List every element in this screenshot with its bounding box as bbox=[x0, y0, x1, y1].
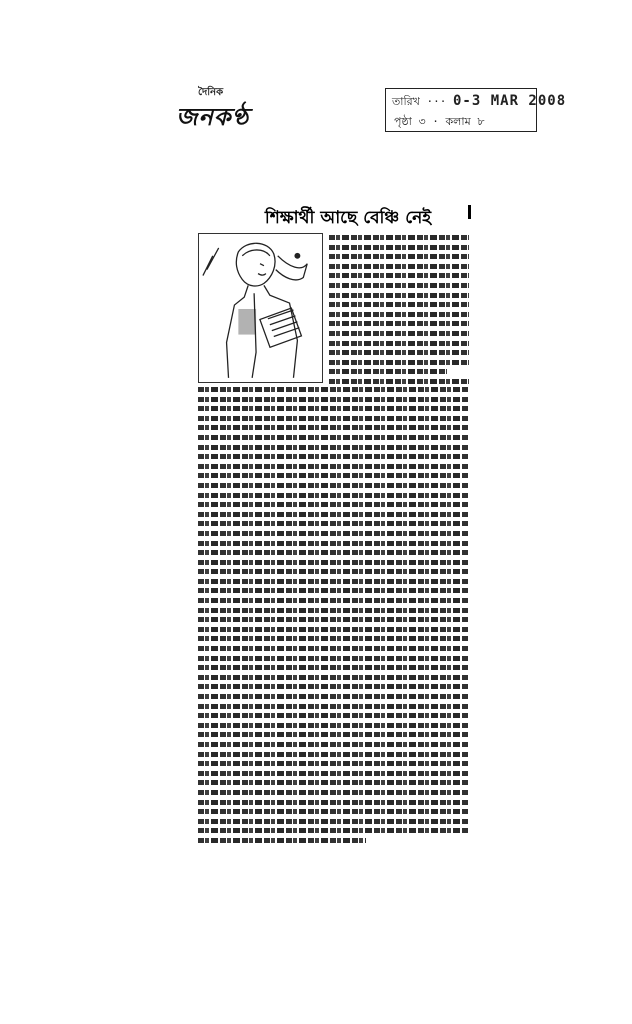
text-line bbox=[198, 512, 469, 517]
text-line bbox=[198, 732, 469, 737]
text-line bbox=[198, 742, 469, 747]
text-line bbox=[198, 838, 366, 843]
text-line bbox=[198, 521, 469, 526]
text-line bbox=[198, 464, 469, 469]
text-line bbox=[329, 283, 469, 288]
text-line bbox=[198, 569, 469, 574]
text-line bbox=[198, 550, 469, 555]
text-line bbox=[329, 331, 469, 336]
text-line bbox=[198, 684, 469, 689]
text-line bbox=[198, 579, 469, 584]
stamp-sep2: · bbox=[432, 115, 446, 128]
text-line bbox=[329, 293, 469, 298]
stamp-page-value: ৩ bbox=[418, 115, 426, 128]
text-line bbox=[198, 445, 469, 450]
text-line bbox=[198, 588, 469, 593]
text-line bbox=[198, 473, 469, 478]
text-line bbox=[198, 636, 469, 641]
newspaper-logo: জনকণ্ঠ bbox=[176, 103, 250, 131]
text-line bbox=[198, 819, 469, 824]
text-line bbox=[198, 502, 469, 507]
text-line bbox=[198, 406, 469, 411]
stamp-column-label: কলাম bbox=[445, 115, 471, 128]
text-line bbox=[198, 531, 469, 536]
stamp-date-row bbox=[392, 93, 566, 112]
text-line bbox=[329, 245, 469, 250]
text-line bbox=[198, 617, 469, 622]
text-line bbox=[329, 360, 469, 365]
stamp-sep: ··· bbox=[426, 95, 453, 108]
stamp-column-value: ৮ bbox=[477, 115, 485, 128]
text-line bbox=[329, 379, 469, 384]
masthead bbox=[176, 85, 296, 137]
headline-bar bbox=[468, 205, 471, 219]
text-line bbox=[198, 809, 469, 814]
stamp-date-label: তারিখ bbox=[392, 95, 420, 108]
text-line bbox=[198, 454, 469, 459]
text-line bbox=[198, 541, 469, 546]
text-line bbox=[329, 264, 469, 269]
text-line bbox=[198, 397, 469, 402]
article-body-column bbox=[198, 387, 469, 848]
text-line bbox=[198, 598, 469, 603]
stamp-page-label: পৃষ্ঠা bbox=[394, 115, 412, 128]
masthead-small-label: দৈনিক bbox=[198, 87, 224, 98]
article-illustration bbox=[198, 233, 323, 383]
text-line bbox=[329, 273, 469, 278]
text-line bbox=[198, 790, 469, 795]
newspaper-clipping bbox=[188, 205, 473, 860]
text-line bbox=[198, 608, 469, 613]
text-line bbox=[329, 341, 469, 346]
text-line bbox=[198, 627, 469, 632]
text-line bbox=[198, 665, 469, 670]
text-line bbox=[198, 752, 469, 757]
text-line bbox=[198, 493, 469, 498]
text-line bbox=[329, 350, 469, 355]
text-line bbox=[198, 771, 469, 776]
date-stamp bbox=[385, 88, 567, 132]
text-line bbox=[198, 694, 469, 699]
text-line bbox=[198, 675, 469, 680]
text-line bbox=[198, 704, 469, 709]
text-line bbox=[198, 435, 469, 440]
text-line bbox=[198, 780, 469, 785]
student-sketch-icon bbox=[199, 234, 322, 382]
stamp-page-row bbox=[394, 113, 484, 132]
text-line bbox=[198, 646, 469, 651]
text-line bbox=[198, 800, 469, 805]
text-line bbox=[198, 387, 469, 392]
article-headline: শিক্ষার্থী আছে বেঞ্চি নেই bbox=[264, 208, 432, 228]
text-line bbox=[329, 369, 447, 374]
text-line bbox=[198, 723, 469, 728]
stamp-date-value: 0-3 MAR 2008 bbox=[453, 93, 567, 109]
text-line bbox=[198, 483, 469, 488]
text-line bbox=[198, 761, 469, 766]
text-line bbox=[198, 656, 469, 661]
article-side-column bbox=[329, 235, 469, 389]
text-line bbox=[198, 416, 469, 421]
text-line bbox=[198, 713, 469, 718]
text-line bbox=[198, 560, 469, 565]
text-line bbox=[329, 254, 469, 259]
text-line bbox=[329, 235, 469, 240]
text-line bbox=[198, 425, 469, 430]
text-line bbox=[329, 302, 469, 307]
text-line bbox=[198, 828, 469, 833]
text-line bbox=[329, 321, 469, 326]
text-line bbox=[329, 312, 469, 317]
